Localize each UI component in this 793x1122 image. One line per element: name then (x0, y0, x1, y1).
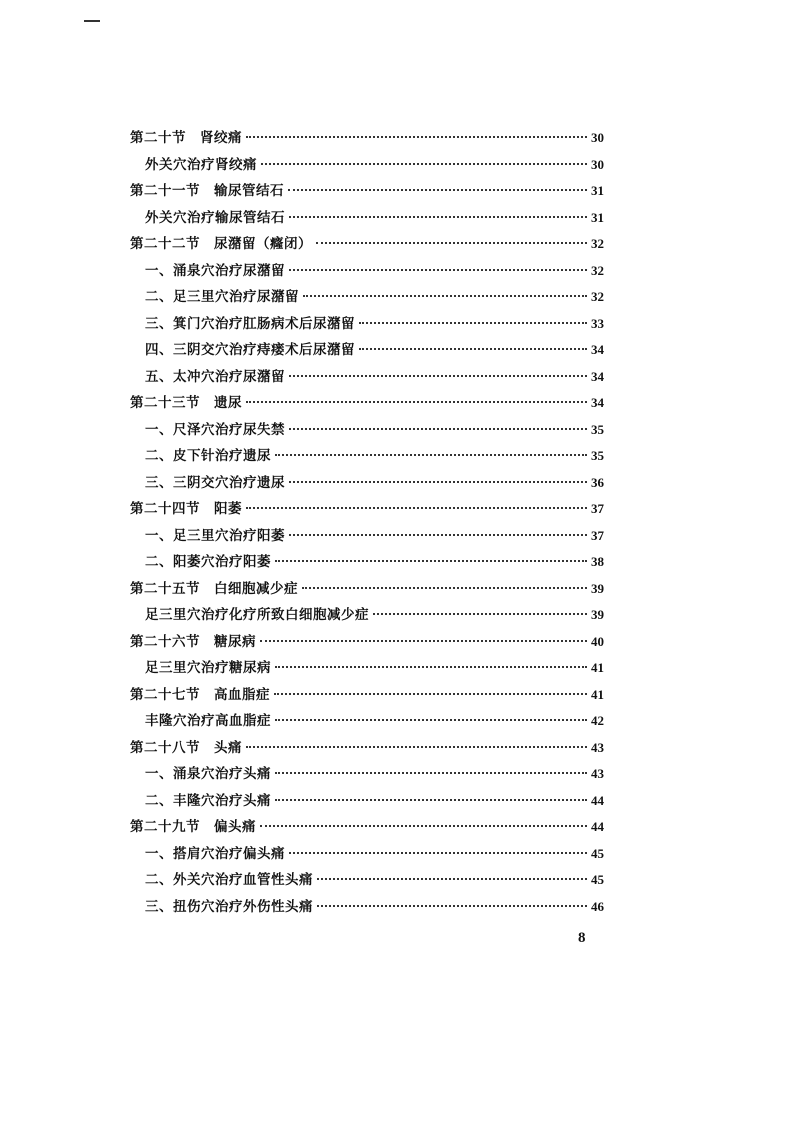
toc-entry (130, 524, 604, 551)
dot-leader (317, 905, 587, 907)
toc-entry-title: 第二十五节 白细胞减少症 (130, 580, 298, 597)
toc-entry (130, 206, 604, 233)
toc-entry-title: 二、阳萎穴治疗阳萎 (145, 554, 271, 570)
toc-entry (130, 868, 604, 895)
toc-entry-title: 第二十二节 尿潴留（癃闭） (130, 236, 312, 252)
toc-entry-page: 34 (591, 395, 604, 410)
toc-entry-page: 30 (591, 130, 604, 145)
toc-entry-page: 37 (591, 501, 604, 516)
dot-leader (275, 454, 587, 456)
dot-leader (275, 560, 587, 562)
toc-entry-page: 40 (591, 633, 604, 649)
dot-leader (261, 163, 587, 165)
toc-entry-page: 33 (591, 315, 604, 331)
toc-entry-page: 37 (591, 527, 604, 543)
toc-entry-title: 四、三阴交穴治疗痔瘘术后尿潴留 (145, 342, 355, 358)
dot-leader (275, 666, 587, 668)
dot-leader (359, 348, 587, 350)
toc-entry (130, 285, 604, 312)
dot-leader (289, 852, 587, 854)
toc-entry-title: 丰隆穴治疗高血脂症 (145, 713, 271, 729)
toc-entry (130, 338, 604, 365)
toc-entry (130, 842, 604, 869)
toc-entry-page: 44 (591, 819, 604, 834)
toc-entry-title: 三、扭伤穴治疗外伤性头痛 (145, 898, 313, 915)
toc-entry-title: 一、搭肩穴治疗偏头痛 (145, 845, 285, 862)
dot-leader (289, 428, 587, 430)
toc-entry-page: 35 (591, 448, 604, 463)
toc-entry (130, 312, 604, 339)
toc-entry-page: 30 (591, 156, 604, 172)
toc-entry-page: 41 (591, 660, 604, 675)
toc-entry-title: 三、三阴交穴治疗遗尿 (145, 474, 285, 491)
toc-entry-title: 一、涌泉穴治疗头痛 (145, 766, 271, 782)
toc-entry (130, 683, 604, 710)
dot-leader (246, 746, 587, 748)
dot-leader (317, 878, 587, 880)
toc-entry-title: 第二十八节 头痛 (130, 739, 242, 756)
toc-entry (130, 153, 604, 180)
toc-entry-page: 46 (591, 898, 604, 914)
toc-entry (130, 630, 604, 657)
toc-entry (130, 418, 604, 445)
toc-entry (130, 471, 604, 498)
dot-leader (288, 189, 587, 191)
toc-entry (130, 789, 604, 816)
toc-entry (130, 577, 604, 604)
dot-leader (274, 693, 587, 695)
toc-entry-title: 第二十七节 高血脂症 (130, 686, 270, 703)
toc-entry (130, 603, 604, 630)
toc-entry-title: 二、丰隆穴治疗头痛 (145, 792, 271, 809)
toc-entry (130, 365, 604, 392)
toc-entry-title: 一、足三里穴治疗阳萎 (145, 527, 285, 544)
toc-entry-page: 38 (591, 554, 604, 569)
toc-entry-page: 36 (591, 474, 604, 490)
toc-entry-page: 43 (591, 766, 604, 781)
toc-entry-title: 五、太冲穴治疗尿潴留 (145, 368, 285, 385)
toc-entry (130, 232, 604, 259)
toc-entry-page: 34 (591, 368, 604, 384)
toc-entry (130, 391, 604, 418)
toc-entry-page: 32 (591, 236, 604, 251)
toc-entry-page: 32 (591, 289, 604, 304)
toc-entry-page: 39 (591, 607, 604, 622)
toc-entry-page: 44 (591, 792, 604, 808)
dot-leader (302, 587, 587, 589)
toc-entry-page: 34 (591, 342, 604, 357)
toc-entry-title: 一、尺泽穴治疗尿失禁 (145, 421, 285, 438)
toc-entry-page: 31 (591, 183, 604, 198)
toc-entry-title: 第二十九节 偏头痛 (130, 819, 256, 835)
dot-leader (303, 295, 587, 297)
toc-entry-page: 39 (591, 580, 604, 596)
dot-leader (373, 613, 587, 615)
toc-entry-title: 二、外关穴治疗血管性头痛 (145, 872, 313, 888)
toc-entry-title: 第二十节 肾绞痛 (130, 130, 242, 146)
toc-entry (130, 762, 604, 789)
toc-entry-title: 足三里穴治疗糖尿病 (145, 660, 271, 676)
toc-entry-page: 45 (591, 872, 604, 887)
toc-entry-title: 二、皮下针治疗遗尿 (145, 448, 271, 464)
toc-entry (130, 179, 604, 206)
dot-leader (275, 719, 587, 721)
dot-leader (289, 534, 587, 536)
toc-entry-page: 31 (591, 209, 604, 225)
dot-leader (246, 136, 587, 138)
dot-leader (316, 242, 587, 244)
toc-entry-title: 外关穴治疗输尿管结石 (145, 209, 285, 226)
dot-leader (289, 216, 587, 218)
toc-entry-page: 41 (591, 686, 604, 702)
toc-entry (130, 259, 604, 286)
toc-entry (130, 656, 604, 683)
dot-leader (275, 772, 587, 774)
dot-leader (246, 507, 587, 509)
toc-entry-page: 35 (591, 421, 604, 437)
toc-entry-page: 45 (591, 845, 604, 861)
toc-entry-title: 二、足三里穴治疗尿潴留 (145, 289, 299, 305)
toc-entry (130, 444, 604, 471)
page-number: 8 (578, 930, 586, 946)
dot-leader (260, 825, 587, 827)
table-of-contents (130, 126, 604, 921)
scan-mark (84, 20, 100, 22)
toc-entry (130, 815, 604, 842)
dot-leader (359, 322, 587, 324)
dot-leader (289, 269, 587, 271)
toc-entry-title: 第二十一节 输尿管结石 (130, 183, 284, 199)
toc-entry-title: 第二十四节 阳萎 (130, 501, 242, 517)
toc-entry-title: 外关穴治疗肾绞痛 (145, 156, 257, 173)
toc-entry (130, 550, 604, 577)
toc-entry (130, 736, 604, 763)
dot-leader (275, 799, 587, 801)
toc-entry (130, 497, 604, 524)
toc-entry (130, 709, 604, 736)
dot-leader (260, 640, 587, 642)
toc-entry-title: 一、涌泉穴治疗尿潴留 (145, 262, 285, 279)
toc-entry (130, 126, 604, 153)
toc-entry (130, 895, 604, 922)
toc-entry-page: 42 (591, 713, 604, 728)
toc-entry-title: 第二十三节 遗尿 (130, 395, 242, 411)
dot-leader (289, 481, 587, 483)
toc-entry-title: 三、箕门穴治疗肛肠病术后尿潴留 (145, 315, 355, 332)
toc-entry-page: 43 (591, 739, 604, 755)
toc-entry-title: 足三里穴治疗化疗所致白细胞减少症 (145, 607, 369, 623)
toc-entry-title: 第二十六节 糖尿病 (130, 633, 256, 650)
dot-leader (289, 375, 587, 377)
dot-leader (246, 401, 587, 403)
toc-entry-page: 32 (591, 262, 604, 278)
